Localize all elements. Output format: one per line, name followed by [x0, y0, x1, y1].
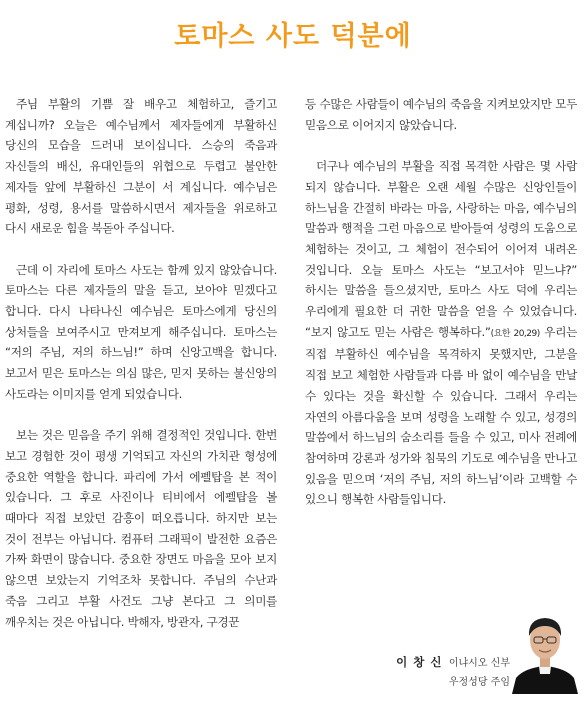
article-column-left	[5, 94, 277, 632]
author-position: 우정성당 주임	[448, 677, 510, 688]
bible-reference: (요한 20,29)	[490, 328, 540, 339]
paragraph: 주님 부활의 기쁨 잘 배우고 체험하고, 즐기고 계십니까? 오늘은 예수님께서 제자들에게 부활하신 당신의 모습을 드러내 보이십니다. 스승의 죽음과 자신들의 배신, 유대인들의 위협으로 두렵고 불안한 제자들 앞에 부활하신 그분이 서 계십니다. 예수님은 평화, 성령, 용서를 말씀하시면서 제자들을 위로하고 다시 새로운 힘을 북돋아 주십니다.	[5, 97, 277, 236]
article-column-right	[305, 94, 577, 510]
author-name: 이 창 신	[396, 655, 443, 669]
paragraph	[305, 156, 577, 510]
author-baptismal-name: 이냐시오 신부	[448, 658, 510, 669]
paragraph-text: 우리는 직접 부활하신 예수님을 목격하지 못했지만, 그분을 직접 보고 체험한 사람들과 다름 바 없이 예수님을 만날 수 있다는 것을 확신할 수 있습니다. 그래서 우리는 자연의 아름다움을 보며 성령을 노래할 수 있고, 성경의 말씀에서 하느님의 숨소리를 들을 수 있고, 미사 전례에 참여하며 강론과 성가와 침묵의 기도로 예수님을 만나고 있음을 믿으며 ‘저의 주님, 저의 하느님’이라 고백할 수 있으니 행복한 사람들입니다.	[305, 324, 578, 507]
author-photo	[510, 604, 580, 694]
paragraph: 등 수많은 사람들이 예수님의 죽음을 지켜보았지만 모두 믿음으로 이어지지 않았습니다.	[305, 97, 577, 132]
paragraph: 보는 것은 믿음을 주기 위해 결정적인 것입니다. 한번 보고 경험한 것이 평생 기억되고 자신의 가치관 형성에 중요한 역할을 합니다. 파리에 가서 에펠탑을 본 적이 있습니다. 그 후로 사진이나 티비에서 에펠탑을 볼 때마다 직접 보았던 감흥이 떠오릅니다. 하지만 보는 것이 전부는 아닙니다. 컴퓨터 그래픽이 발전한 요즘은 가짜 화면이 많습니다. 중요한 장면도 마음을 모아 보지 않으면 보았는지 기억조차 못합니다. 주님의 수난과 죽음 그리고 부활 사건도 그냥 본다고 그 의미를 깨우치는 것은 아닙니다. 박해자, 방관자, 구경꾼	[5, 428, 277, 629]
paragraph-text: 더구나 예수님의 부활을 직접 목격한 사람은 몇 사람 되지 않습니다. 부활은 오랜 세월 수많은 신앙인들이 하느님을 간절히 바라는 마음, 사랑하는 마음, 예수님의 말씀과 행적을 그런 마음으로 받아들여 성령의 도움으로 체험하는 것이고, 그 체험이 전수되어 이어져 내려온 것입니다. 오늘 토마스 사도는 “보고서야 믿느냐?” 하시는 말씀을 들으셨지만, 토마스 사도 덕에 우리는 우리에게 필요한 더 귀한 말씀을 얻을 수 있었습니다. “보지 않고도 믿는 사람은 행복하다.”	[305, 159, 577, 339]
author-byline	[390, 653, 510, 692]
article-title: 토마스 사도 덕분에	[174, 21, 412, 52]
paragraph: 근데 이 자리에 토마스 사도는 함께 있지 않았습니다. 토마스는 다른 제자들의 말을 듣고, 보아야 믿겠다고 합니다. 다시 나타나신 예수님은 토마스에게 당신의 상처들을 보여주시고 만져보게 해주십니다. 토마스는 “저의 주님, 저의 하느님!” 하며 신앙고백을 합니다. 보고서 믿은 토마스는 의심 많은, 믿지 못하는 불신앙의 사도라는 이미지를 얻게 되었습니다.	[5, 262, 277, 401]
